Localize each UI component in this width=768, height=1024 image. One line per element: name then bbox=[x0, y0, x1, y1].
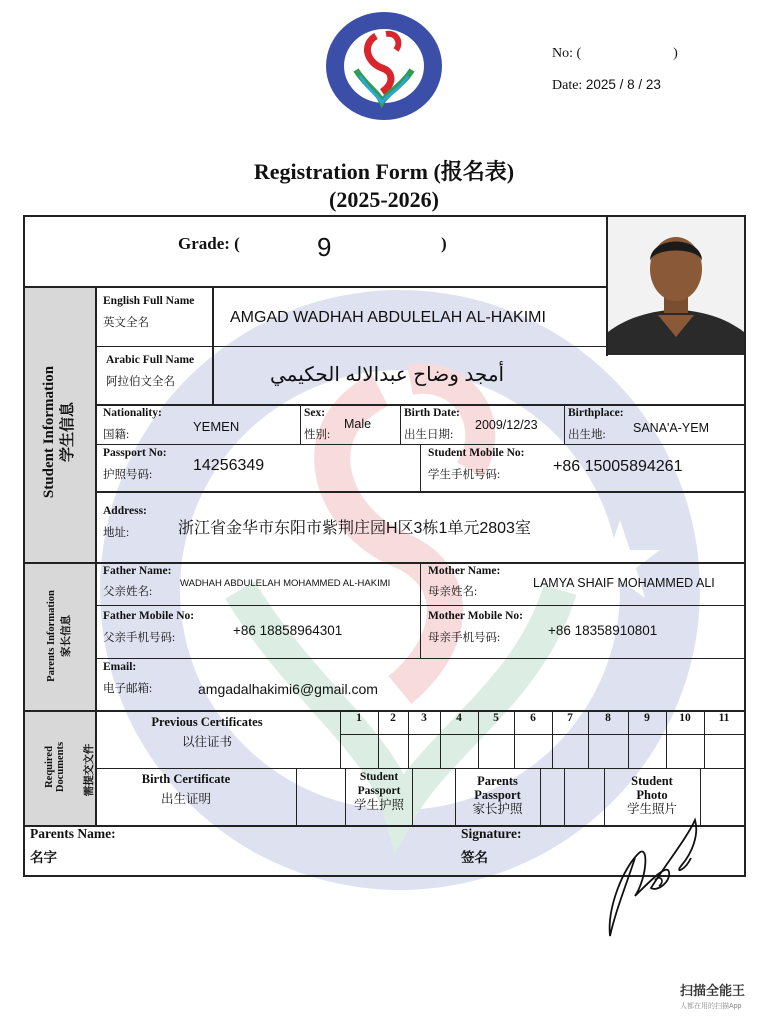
sex-value: Male bbox=[344, 417, 372, 431]
mother-name-label: Mother Name: 母亲姓名: bbox=[428, 565, 501, 598]
birth-date-value: 2009/12/23 bbox=[475, 418, 538, 432]
parents-name-label: Parents Name: 名字 bbox=[30, 826, 116, 865]
sex-label: Sex: 性别: bbox=[304, 407, 331, 441]
father-mobile-label: Father Mobile No: 父亲手机号码: bbox=[103, 610, 195, 644]
father-name-label: Father Name: 父亲姓名: bbox=[103, 565, 172, 598]
form-date: Date: 2025 / 8 / 23 bbox=[552, 77, 661, 93]
parents-info-section-label: Parents Information 家长信息 bbox=[46, 590, 72, 682]
grade-number-cell: 6 bbox=[530, 712, 536, 724]
passport-value: 14256349 bbox=[193, 457, 265, 474]
nationality-label: Nationality: 国籍: bbox=[103, 407, 162, 441]
handwritten-signature bbox=[595, 808, 715, 943]
arabic-name-label: Arabic Full Name 阿拉伯文全名 bbox=[106, 354, 195, 388]
father-name-value: WADHAH ABDULELAH MOHAMMED AL-HAKIMI bbox=[180, 578, 391, 589]
mother-mobile-label: Mother Mobile No: 母亲手机号码: bbox=[428, 610, 523, 644]
email-value: amgadalhakimi6@gmail.com bbox=[198, 681, 378, 697]
birthplace-value: SANA'A-YEM bbox=[633, 421, 710, 435]
birth-certificate-label: Birth Certificate 出生证明 bbox=[141, 772, 231, 806]
grade-number-cell: 7 bbox=[567, 712, 573, 724]
grade-number-cell: 1 bbox=[356, 712, 362, 724]
father-mobile-value: +86 18858964301 bbox=[233, 623, 343, 638]
scanner-watermark: 扫描全能王 人都在用的扫描App bbox=[680, 983, 746, 1010]
grade-number-cell: 3 bbox=[421, 712, 427, 724]
parents-passport-label: Parents Passport 家长护照 bbox=[472, 774, 523, 816]
student-info-section-label: Student Information 学生信息 bbox=[41, 365, 76, 499]
student-mobile-label: Student Mobile No: 学生手机号码: bbox=[428, 447, 525, 481]
address-label: Address: 地址: bbox=[103, 505, 147, 539]
grade-number-cell: 10 bbox=[679, 712, 691, 724]
grade-close: ) bbox=[441, 234, 447, 253]
passport-label: Passport No: 护照号码: bbox=[103, 447, 167, 481]
grade-number-cell: 8 bbox=[605, 712, 611, 724]
grade-number-cell: 5 bbox=[493, 712, 499, 724]
form-title: Registration Form (报名表) (2025-2026) bbox=[253, 159, 515, 212]
grade-number-cell: 4 bbox=[456, 712, 462, 724]
nationality-value: YEMEN bbox=[193, 419, 240, 434]
documents-section-label: Required Documents bbox=[44, 741, 66, 793]
documents-section-label-cn: 需提交文件 bbox=[84, 743, 95, 797]
address-value: 浙江省金华市东阳市紫荆庄园H区3栋1单元2803室 bbox=[178, 520, 531, 537]
grade-number-cell: 9 bbox=[644, 712, 650, 724]
signature-label: Signature: 签名 bbox=[461, 826, 522, 865]
grade-row: Grade: ( bbox=[178, 234, 240, 253]
student-mobile-value: +86 15005894261 bbox=[553, 458, 683, 475]
email-label: Email: 电子邮箱: bbox=[103, 661, 153, 695]
date-value: 2025 / 8 / 23 bbox=[585, 77, 661, 92]
grade-value: 9 bbox=[317, 232, 332, 262]
grade-number-cell: 2 bbox=[390, 712, 396, 724]
previous-certificates-label: Previous Certificates 以往证书 bbox=[151, 715, 263, 749]
grade-number-cell: 11 bbox=[718, 712, 730, 724]
school-logo bbox=[324, 10, 444, 122]
arabic-name-value: أمجد وضاح عبدالاله الحكيمي bbox=[270, 364, 505, 386]
birthplace-label: Birthplace: 出生地: bbox=[568, 407, 624, 441]
english-name-value: AMGAD WADHAH ABDULELAH AL-HAKIMI bbox=[230, 309, 546, 326]
student-photo bbox=[608, 217, 744, 355]
birth-date-label: Birth Date: 出生日期: bbox=[404, 407, 460, 441]
mother-name-value: LAMYA SHAIF MOHAMMED ALI bbox=[533, 576, 715, 590]
form-number: No: ( ) bbox=[552, 46, 678, 61]
mother-mobile-value: +86 18358910801 bbox=[548, 623, 658, 638]
english-name-label: English Full Name 英文全名 bbox=[103, 295, 195, 329]
student-passport-label: Student Passport 学生护照 bbox=[353, 771, 404, 812]
student-photo-doc-label: Student Photo 学生照片 bbox=[626, 774, 677, 816]
